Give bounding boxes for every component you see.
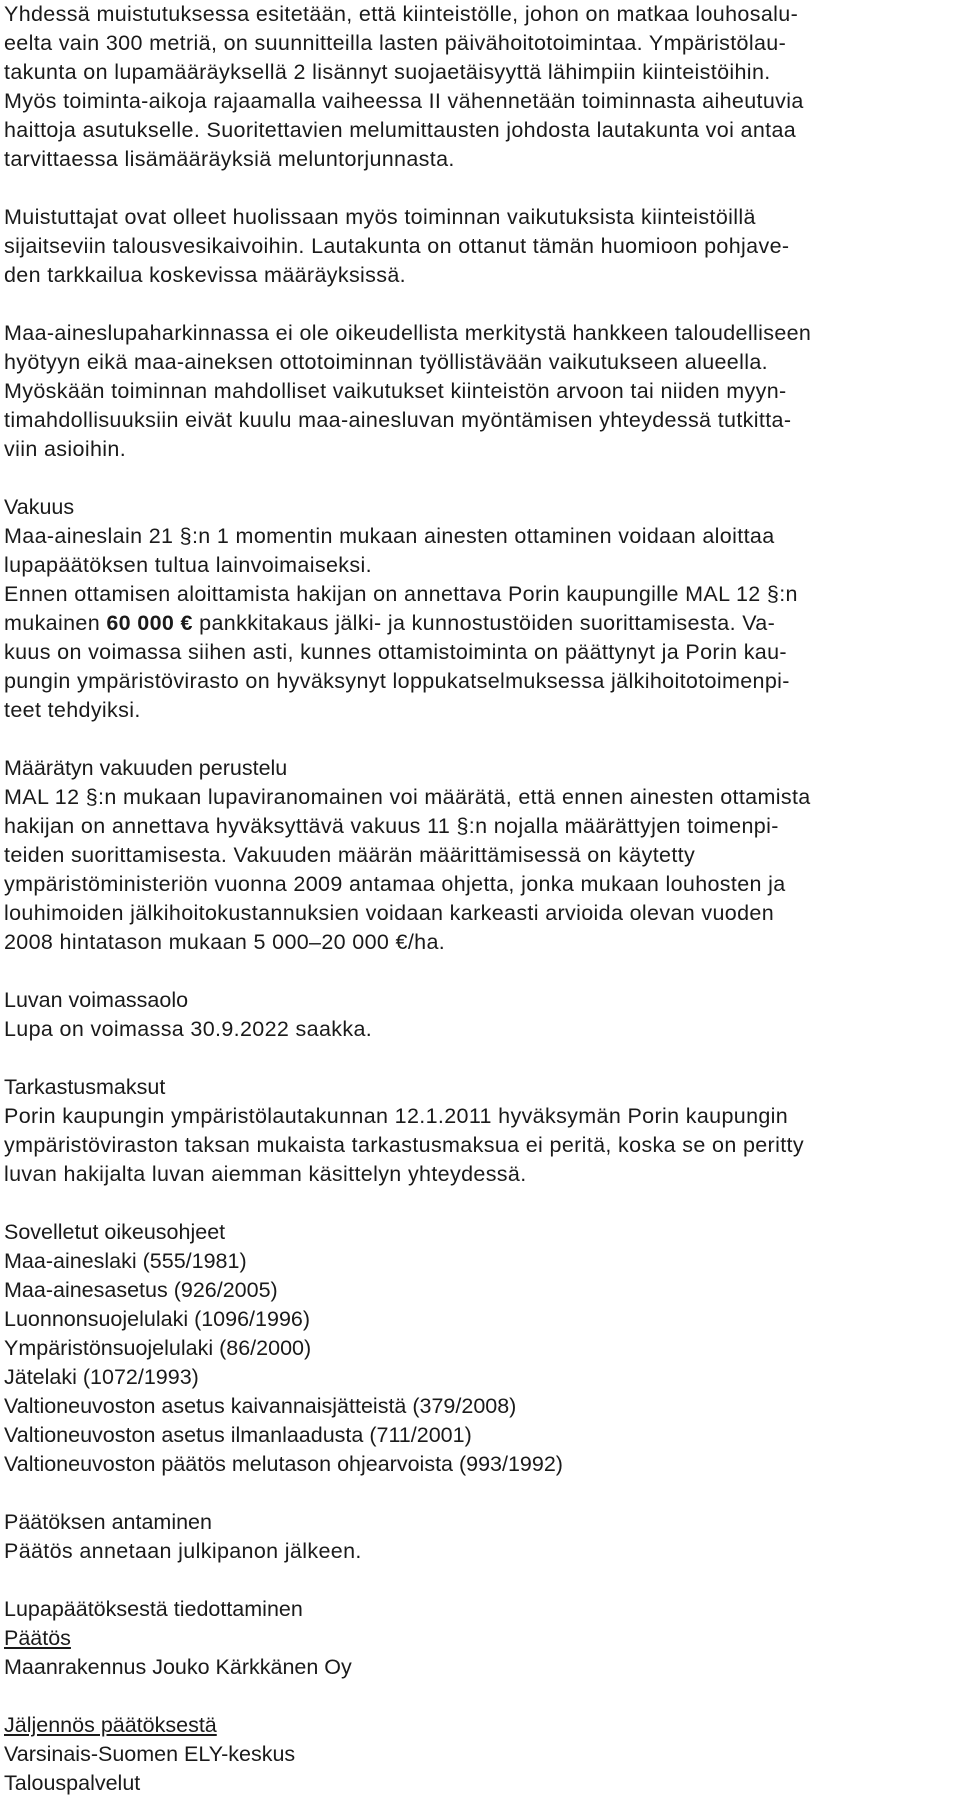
text-line: eelta vain 300 metriä, on suunnitteilla lasten päivähoitotoimintaa. Ympäristölau- xyxy=(4,31,787,55)
paatos-label: Päätös xyxy=(4,1626,71,1650)
spacer xyxy=(4,957,956,986)
law-list-item: Maa-ainesasetus (926/2005) xyxy=(4,1278,278,1302)
tarkastusmaksut-paragraph xyxy=(4,1102,956,1189)
section-heading: Päätöksen antaminen xyxy=(4,1510,212,1534)
spacer xyxy=(4,1479,956,1508)
text-line: den tarkkailua koskevissa määräyksissä. xyxy=(4,263,407,287)
text-line: 2008 hintatason mukaan 5 000–20 000 €/ha. xyxy=(4,930,446,954)
groundwater-paragraph xyxy=(4,203,956,290)
text-line: sijaitseviin talousvesikaivoihin. Lautakunta on ottanut tämän huomioon pohjave- xyxy=(4,234,790,258)
text-line: kuus on voimassa siihen asti, kunnes ottamistoiminta on päättynyt ja Porin kau- xyxy=(4,640,787,664)
text-line: pungin ympäristövirasto on hyväksynyt loppukatselmuksessa jälkihoitotoimenpi- xyxy=(4,669,790,693)
text-line: Myös toiminta-aikoja rajaamalla vaiheessa II vähennetään toiminnasta aiheutuvia xyxy=(4,89,804,113)
spacer xyxy=(4,1189,956,1218)
text-line: teiden suorittamisesta. Vakuuden määrän määrittämisessä on käytetty xyxy=(4,843,696,867)
text-line: Yhdessä muistutuksessa esitetään, että kiinteistölle, johon on matkaa louhosalu- xyxy=(4,2,799,26)
section-vakuus xyxy=(4,493,956,725)
text-line: hakijan on annettava hyväksyttävä vakuus 11 §:n nojalla määrättyjen toimenpi- xyxy=(4,814,779,838)
text-line: Ennen ottamisen aloittamista hakijan on annettava Porin kaupungille MAL 12 §:n xyxy=(4,582,798,606)
economics-paragraph xyxy=(4,319,956,464)
section-heading: Vakuus xyxy=(4,495,75,519)
section-maaratty xyxy=(4,754,956,957)
spacer xyxy=(4,174,956,203)
section-heading: Tarkastusmaksut xyxy=(4,1075,166,1099)
section-tiedottaminen xyxy=(4,1595,956,1798)
text-line: louhimoiden jälkihoitokustannuksien voidaan karkeasti arvioida olevan vuoden xyxy=(4,901,775,925)
jaljennos-recipient: Varsinais-Suomen ELY-keskus xyxy=(4,1742,296,1766)
spacer xyxy=(4,725,956,754)
law-list xyxy=(4,1247,956,1479)
law-list-item: Luonnonsuojelulaki (1096/1996) xyxy=(4,1307,311,1331)
law-list-item: Maa-aineslaki (555/1981) xyxy=(4,1249,247,1273)
law-list-item: Valtioneuvoston päätös melutason ohjearvoista (993/1992) xyxy=(4,1452,563,1476)
section-heading: Lupapäätöksestä tiedottaminen xyxy=(4,1597,303,1621)
intro-paragraph xyxy=(4,0,956,174)
jaljennos-recipient: Talouspalvelut xyxy=(4,1771,141,1795)
text-line: Maa-aineslupaharkinnassa ei ole oikeudellista merkitystä hankkeen taloudelliseen xyxy=(4,321,812,345)
law-list-item: Valtioneuvoston asetus kaivannaisjätteistä (379/2008) xyxy=(4,1394,517,1418)
paatos-recipient: Maanrakennus Jouko Kärkkänen Oy xyxy=(4,1655,352,1679)
text-fragment: mukainen xyxy=(4,611,107,635)
section-tarkastusmaksut xyxy=(4,1073,956,1189)
text-fragment: pankkitakaus jälki- ja kunnostustöiden suorittamisesta. Va- xyxy=(192,611,776,635)
text-line: hyötyyn eikä maa-aineksen ottotoiminnan työllistävään vaikutukseen alueella. xyxy=(4,350,769,374)
text-line: ympäristöministeriön vuonna 2009 antamaa ohjetta, jonka mukaan louhosten ja xyxy=(4,872,786,896)
text-line: Porin kaupungin ympäristölautakunnan 12.1.2011 hyväksymän Porin kaupungin xyxy=(4,1104,789,1128)
maaratty-paragraph xyxy=(4,783,956,957)
section-heading: Määrätyn vakuuden perustelu xyxy=(4,756,288,780)
text-line: teet tehdyiksi. xyxy=(4,698,141,722)
section-oikeusohjeet xyxy=(4,1218,956,1479)
law-list-item: Ympäristönsuojelulaki (86/2000) xyxy=(4,1336,312,1360)
text-line: MAL 12 §:n mukaan lupaviranomainen voi määrätä, että ennen ainesten ottamista xyxy=(4,785,811,809)
spacer xyxy=(4,1682,956,1711)
text-line: haittoja asutukselle. Suoritettavien melumittausten johdosta lautakunta voi antaa xyxy=(4,118,797,142)
document-page xyxy=(4,0,956,1798)
text-line: Muistuttajat ovat olleet huolissaan myös toiminnan vaikutuksista kiinteistöillä xyxy=(4,205,756,229)
text-line: tarvittaessa lisämääräyksiä meluntorjunnasta. xyxy=(4,147,455,171)
section-antaminen xyxy=(4,1508,956,1566)
text-line: takunta on lupamääräyksellä 2 lisännyt suojaetäisyyttä lähimpiin kiinteistöihin. xyxy=(4,60,771,84)
text-line: Myöskään toiminnan mahdolliset vaikutukset kiinteistön arvoon tai niiden myyn- xyxy=(4,379,787,403)
antaminen-text: Päätös annetaan julkipanon jälkeen. xyxy=(4,1539,362,1563)
text-line xyxy=(4,609,956,638)
spacer xyxy=(4,290,956,319)
text-line: lupapäätöksen tultua lainvoimaiseksi. xyxy=(4,553,372,577)
text-line: ympäristöviraston taksan mukaista tarkastusmaksua ei peritä, koska se on peritty xyxy=(4,1133,804,1157)
voimassaolo-text: Lupa on voimassa 30.9.2022 saakka. xyxy=(4,1017,373,1041)
section-heading: Sovelletut oikeusohjeet xyxy=(4,1220,226,1244)
jaljennos-label: Jäljennös päätöksestä xyxy=(4,1713,217,1737)
section-heading: Luvan voimassaolo xyxy=(4,988,189,1012)
text-line: luvan hakijalta luvan aiemman käsittelyn yhteydessä. xyxy=(4,1162,527,1186)
text-line: Maa-aineslain 21 §:n 1 momentin mukaan ainesten ottaminen voidaan aloittaa xyxy=(4,524,775,548)
law-list-item: Valtioneuvoston asetus ilmanlaadusta (711/2001) xyxy=(4,1423,472,1447)
guarantee-amount: 60 000 € xyxy=(106,611,193,635)
spacer xyxy=(4,1566,956,1595)
text-line: viin asioihin. xyxy=(4,437,127,461)
spacer xyxy=(4,1044,956,1073)
section-voimassaolo xyxy=(4,986,956,1044)
vakuus-paragraph xyxy=(4,522,956,725)
law-list-item: Jätelaki (1072/1993) xyxy=(4,1365,199,1389)
text-line: timahdollisuuksiin eivät kuulu maa-ainesluvan myöntämisen yhteydessä tutkitta- xyxy=(4,408,792,432)
spacer xyxy=(4,464,956,493)
